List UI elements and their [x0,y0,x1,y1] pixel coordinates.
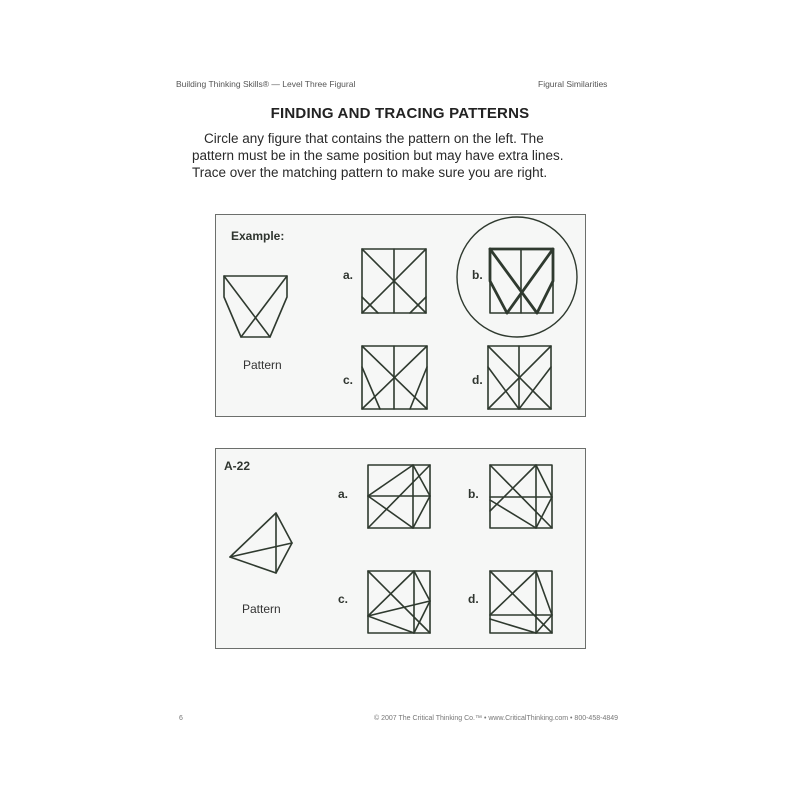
example-option-d-figure[interactable] [488,346,551,409]
header-book-title: Building Thinking Skills® — Level Three Figural [176,79,356,89]
example-label: Example: [231,229,285,243]
problem-option-b-figure[interactable] [490,465,552,528]
problem-option-a-figure[interactable] [368,465,430,528]
page-number: 6 [179,715,183,722]
problem-option-c-letter: c. [338,592,349,606]
problem-pattern-figure [230,513,292,573]
example-option-b-letter: b. [472,268,483,282]
example-option-c-figure[interactable] [362,346,427,409]
instruction-line: Trace over the matching pattern to make sure you are right. [192,165,548,180]
example-option-a-figure[interactable] [362,249,426,313]
problem-option-c-figure[interactable] [368,571,430,633]
problem-option-d-letter: d. [468,592,479,606]
page-title: FINDING AND TRACING PATTERNS [270,105,530,122]
problem-label: A-22 [224,459,251,473]
footer-copyright: © 2007 The Critical Thinking Co.™ • www.CriticalThinking.com • 800-458-4849 [374,715,619,722]
answer-circle [457,217,577,337]
problem-option-b-letter: b. [468,487,479,501]
header-section-title: Figural Similarities [538,79,608,89]
example-option-b-figure[interactable] [457,217,577,337]
instruction-line: Circle any figure that contains the pattern on the left. The [204,131,544,146]
instruction-line: pattern must be in the same position but may have extra lines. [192,148,564,163]
example-pattern-label: Pattern [243,358,282,372]
example-option-d-letter: d. [472,373,483,387]
problem-pattern-label: Pattern [242,602,281,616]
example-option-c-letter: c. [343,373,354,387]
problem-option-d-figure[interactable] [490,571,552,633]
example-pattern-figure [224,276,287,337]
example-option-a-letter: a. [343,268,354,282]
problem-option-a-letter: a. [338,487,349,501]
